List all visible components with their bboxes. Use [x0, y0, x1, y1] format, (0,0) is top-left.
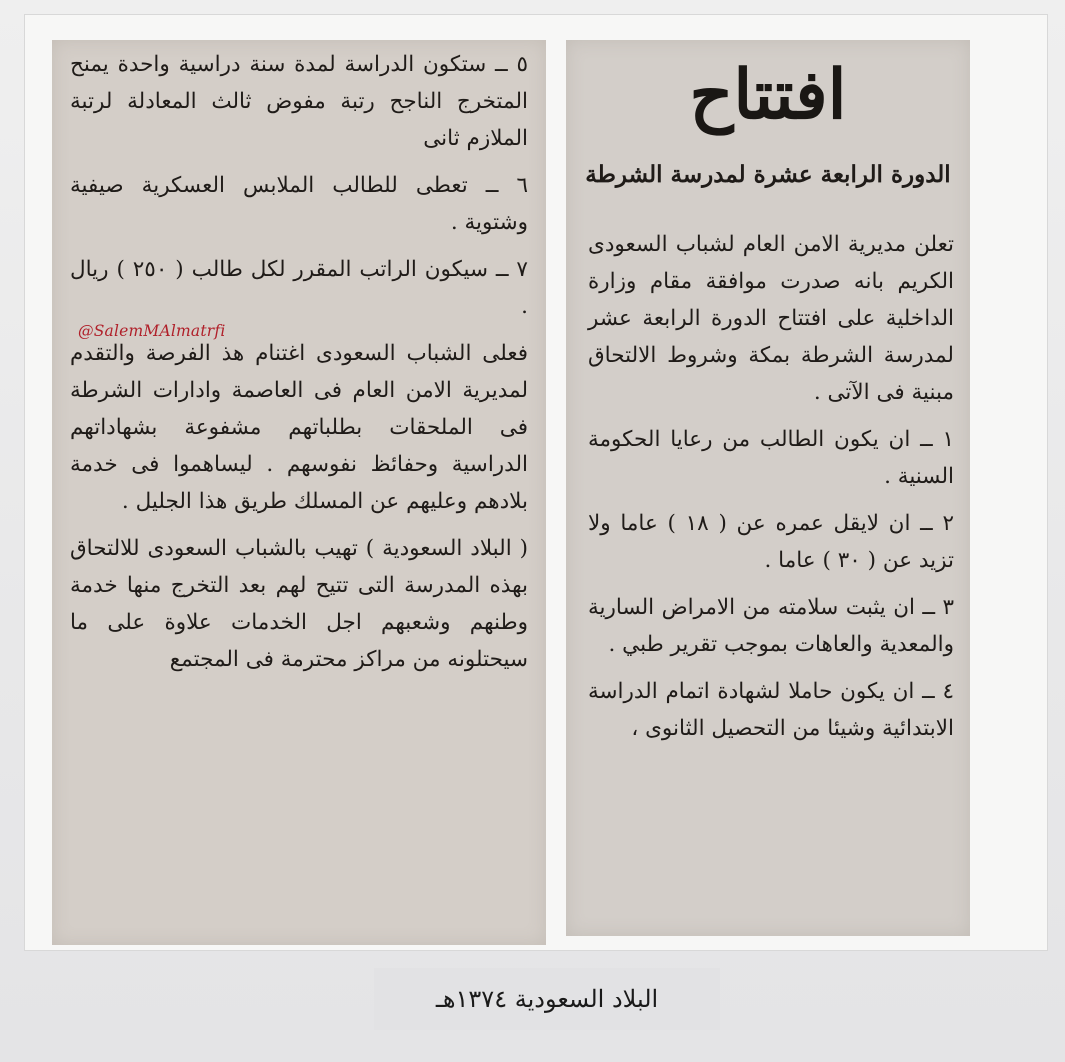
paragraph-intro: تعلن مديرية الامن العام لشباب السعودى الكريم بانه صدرت موافقة مقام وزارة الداخلية على افتتاح الدورة الرابعة عشر لمدرسة الشرطة بمكة وشروط الالتحاق مبنية فى الآتى . — [588, 232, 954, 406]
condition-7: ٧ ــ سيكون الراتب المقرر لكل طالب ( ٢٥٠ ) ريال . — [70, 257, 528, 319]
condition-5: ٥ ــ ستكون الدراسة لمدة سنة دراسية واحدة يمنح المتخرج الناجح رتبة مفوض ثالث المعادلة لرتبة الملازم ثانى — [70, 52, 528, 151]
watermark-handle: @SalemMAlmatrfi — [78, 322, 226, 340]
condition-1: ١ ــ ان يكون الطالب من رعايا الحكومة السنية . — [588, 427, 954, 490]
left-column — [52, 40, 546, 945]
caption-box — [374, 968, 720, 1030]
condition-4: ٤ ــ ان يكون حاملا لشهادة اتمام الدراسة الابتدائية وشيئا من التحصيل الثانوى ، — [588, 679, 954, 742]
condition-2: ٢ ــ ان لايقل عمره عن ( ١٨ ) عاما ولا تزيد عن ( ٣٠ ) عاما . — [588, 511, 955, 574]
right-column — [566, 40, 970, 936]
condition-6: ٦ ــ تعطى للطالب الملابس العسكرية صيفية وشتوية . — [70, 173, 528, 235]
subheadline: الدورة الرابعة عشرة لمدرسة الشرطة — [585, 160, 951, 188]
condition-3: ٣ ــ ان يثبت سلامته من الامراض السارية والمعدية والعاهات بموجب تقرير طبي . — [588, 595, 954, 658]
call-to-action: فعلى الشباب السعودى اغتنام هذ الفرصة والتقدم لمديرية الامن العام فى العاصمة وادارات الشرطة فى الملحقات بطلباتهم مشفوعة بشهاداتهم الدراسية وحفائظ نفوسهم . ليساهموا فى خدمة بلادهم وعليهم عن المسلك طريق هذا الجليل . — [70, 341, 528, 514]
caption: البلاد السعودية ١٣٧٤هـ — [435, 985, 659, 1013]
headline: افتتاح — [689, 55, 847, 135]
closing-paragraph: ( البلاد السعودية ) تهيب بالشباب السعودى للالتحاق بهذه المدرسة التى تتيح لهم بعد التخرج منها خدمة وطنهم وشعبهم اجل الخدمات علاوة على ما سيحتلونه من مراكز محترمة فى المجتمع — [70, 536, 528, 672]
